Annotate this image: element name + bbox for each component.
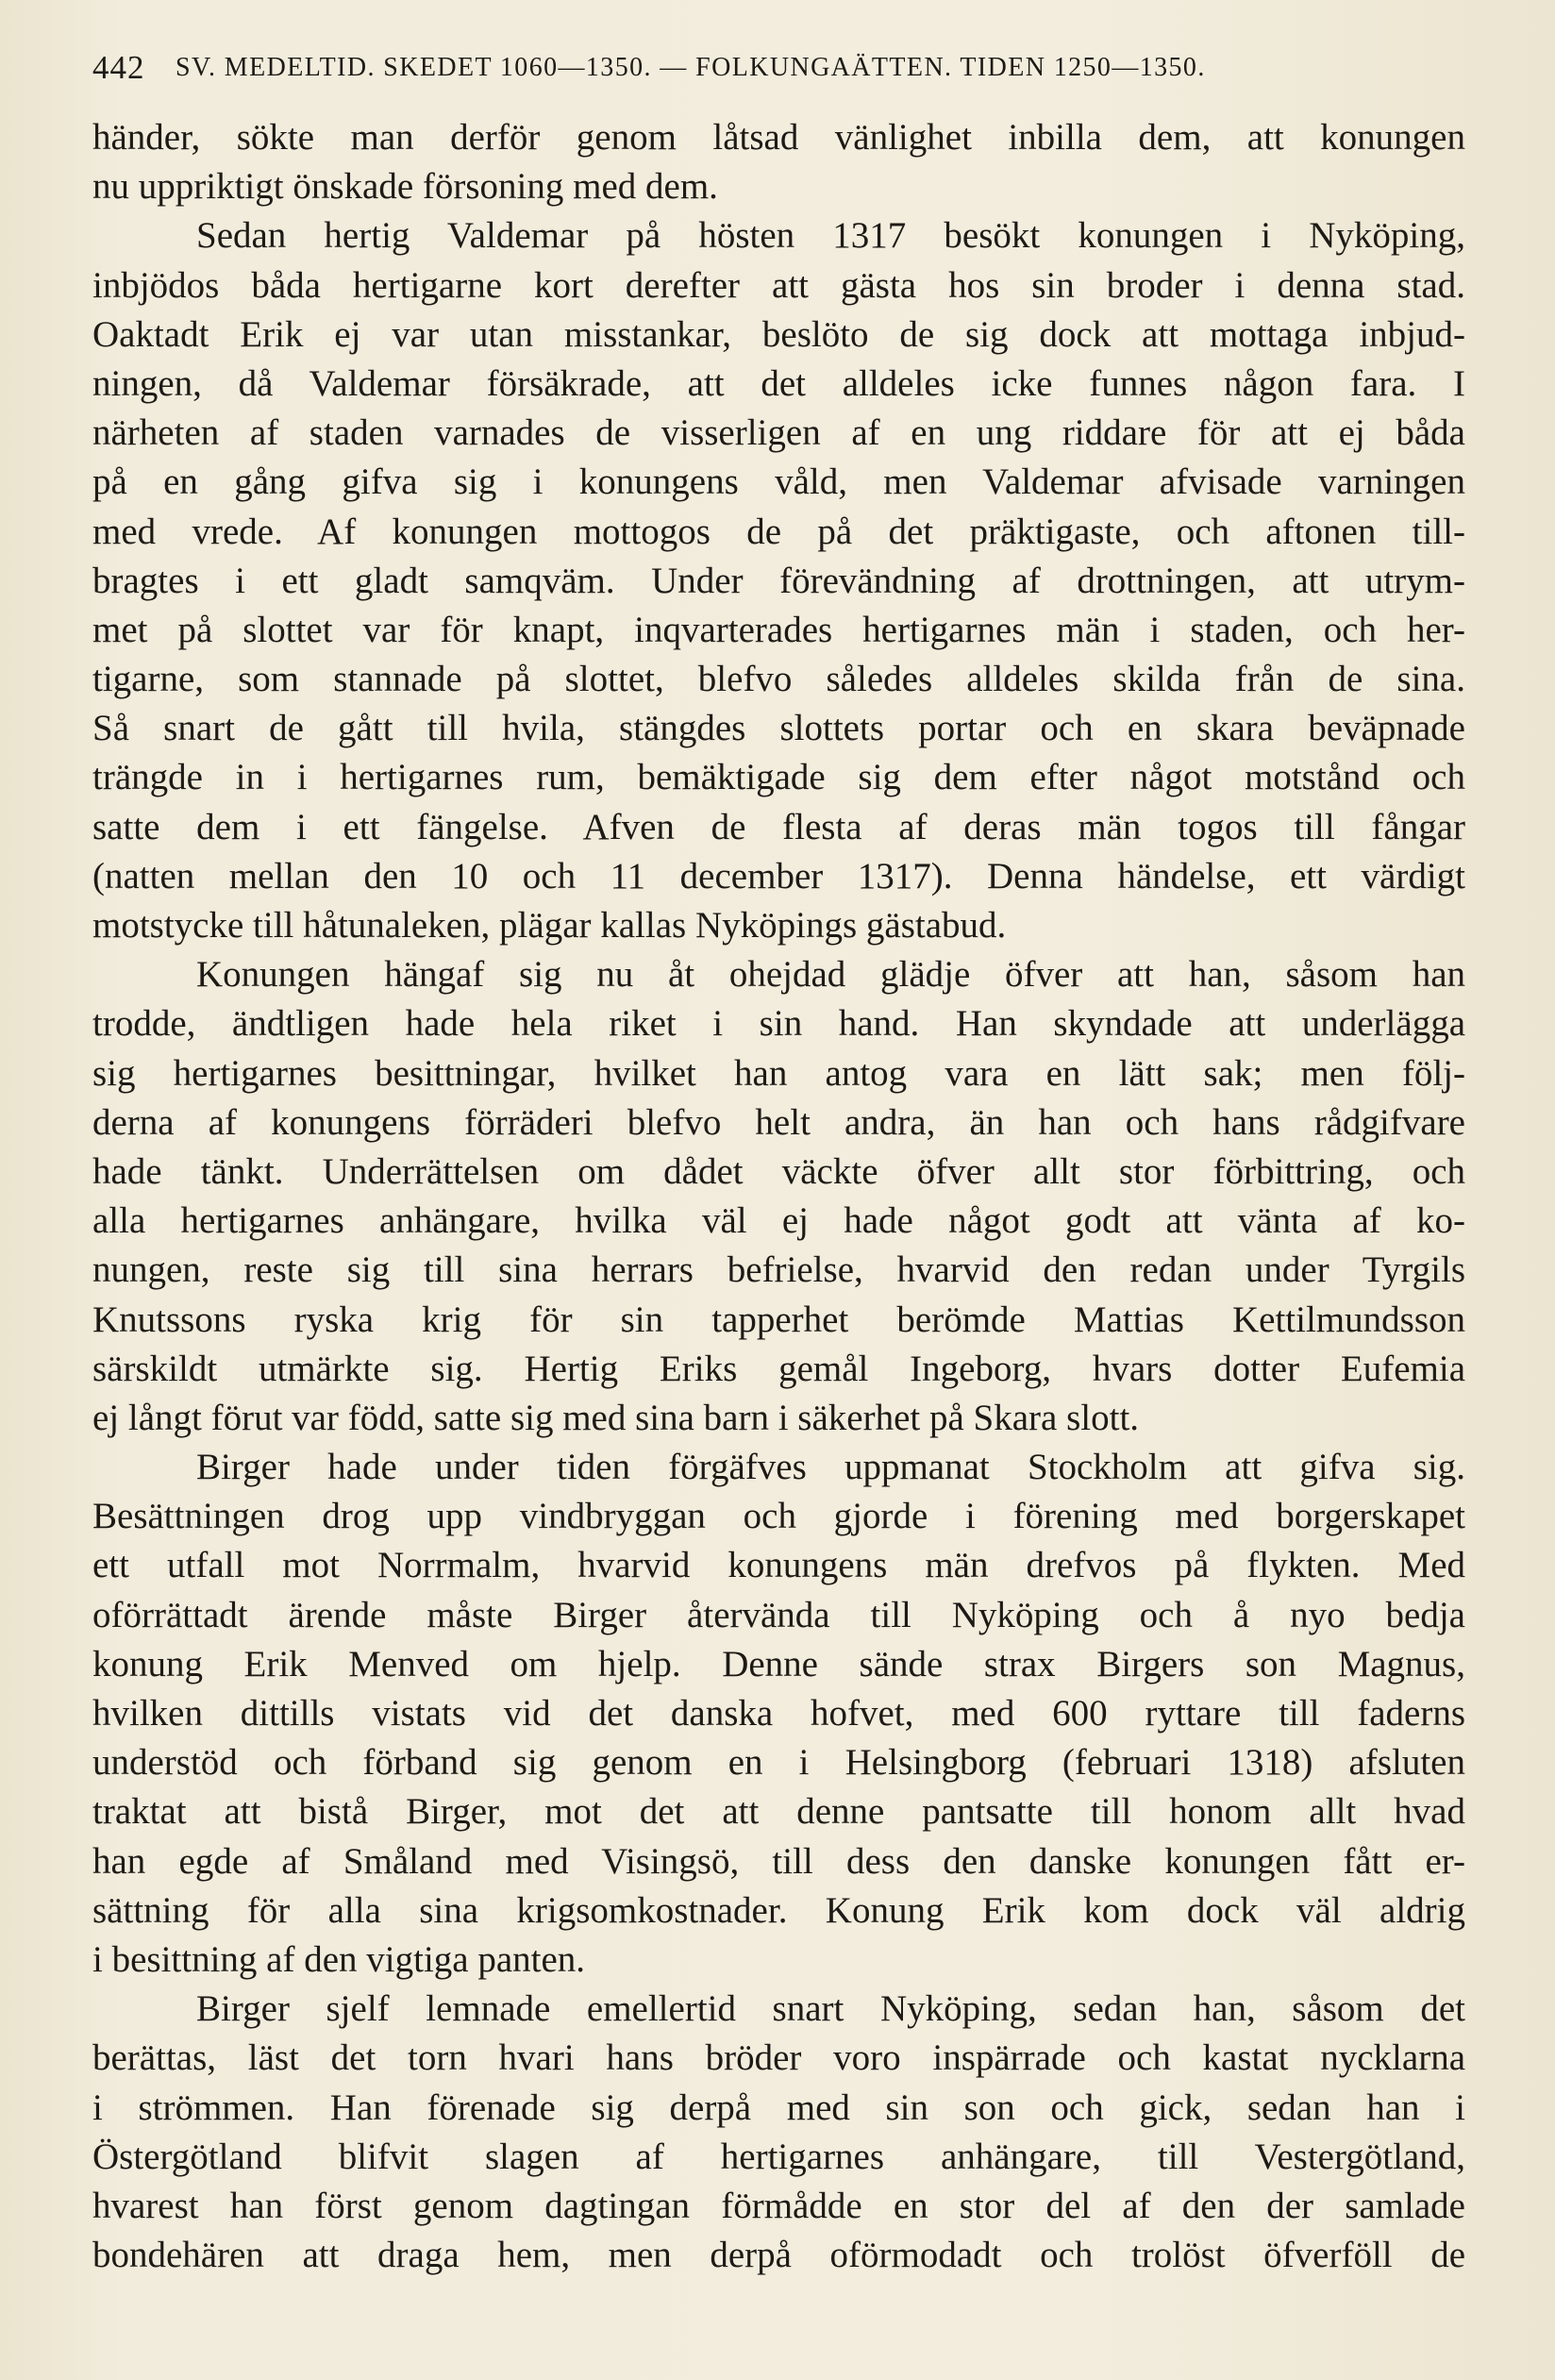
text-line: Så snart de gått till hvila, stängdes slottets portar och en skara beväpnade [92, 708, 1465, 749]
text-line: alla hertigarnes anhängare, hvilka väl ej hade något godt att vänta af ko- [92, 1200, 1465, 1242]
text-line: Sedan hertig Valdemar på hösten 1317 besökt konungen i Nyköping, [196, 215, 1465, 257]
text-line: nungen, reste sig till sina herrars befrielse, hvarvid den redan under Tyrgils [92, 1249, 1465, 1291]
text-line: (natten mellan den 10 och 11 december 1317). Denna händelse, ett värdigt [92, 855, 1465, 897]
text-line: sig hertigarnes besittningar, hvilket han antog vara en lätt sak; men följ- [92, 1052, 1465, 1094]
text-line: nu uppriktigt önskade försoning med dem. [92, 166, 718, 208]
text-line: satte dem i ett fängelse. Afven de flesta af deras män togos till fångar [92, 806, 1465, 847]
text-line: trängde in i hertigarnes rum, bemäktigade sig dem efter något motstånd och [92, 757, 1465, 798]
text-line: Birger hade under tiden förgäfves uppmanat Stockholm att gifva sig. [196, 1447, 1465, 1488]
text-line: berättas, läst det torn hvari hans bröder voro inspärrade och kastat nycklarna [92, 2037, 1465, 2079]
text-line: hade tänkt. Underrättelsen om dådet väckte öfver allt stor förbittring, och [92, 1150, 1465, 1192]
text-line: understöd och förband sig genom en i Helsingborg (februari 1318) afsluten [92, 1742, 1465, 1784]
text-line: ej långt förut var född, satte sig med sina barn i säkerhet på Skara slott. [92, 1397, 1140, 1438]
text-line: derna af konungens förräderi blefvo helt andra, än han och hans rådgifvare [92, 1101, 1465, 1143]
text-line: hvilken dittills vistats vid det danska hofvet, med 600 ryttare till faderns [92, 1693, 1465, 1734]
text-line: ningen, då Valdemar försäkrade, att det alldeles icke funnes någon fara. I [92, 362, 1465, 404]
text-line: med vrede. Af konungen mottogos de på det präktigaste, och aftonen till- [92, 511, 1465, 552]
text-line: met på slottet var för knapt, inqvarterades hertigarnes män i staden, och her- [92, 609, 1465, 650]
text-line: bondehären att draga hem, men derpå oförmodadt och trolöst öfverföll de [92, 2235, 1465, 2276]
text-line: närheten af staden varnades de visserligen af en ung riddare för att ej båda [92, 412, 1465, 454]
text-line: bragtes i ett gladt samqväm. Under förevändning af drottningen, att utrym- [92, 560, 1465, 601]
body-text [92, 113, 1465, 2280]
text-line: inbjödos båda hertigarne kort derefter att gästa hos sin broder i denna stad. [92, 264, 1465, 306]
text-line: hvarest han först genom dagtingan förmådde en stor del af den der samlade [92, 2185, 1465, 2226]
text-line: konung Erik Menved om hjelp. Denne sände strax Birgers son Magnus, [92, 1643, 1465, 1684]
page-number: 442 [92, 49, 145, 86]
text-line: sättning för alla sina krigsomkostnader. Konung Erik kom dock väl aldrig [92, 1889, 1465, 1931]
text-line: Östergötland blifvit slagen af hertigarnes anhängare, till Vestergötland, [92, 2136, 1465, 2177]
text-line: särskildt utmärkte sig. Hertig Eriks gemål Ingeborg, hvars dotter Eufemia [92, 1348, 1465, 1389]
running-head: SV. MEDELTID. SKEDET 1060—1350. — FOLKUNGAÄTTEN. TIDEN 1250—1350. [176, 53, 1206, 82]
text-line: på en gång gifva sig i konungens våld, men Valdemar afvisade varningen [92, 461, 1465, 503]
text-line: motstycke till håtunaleken, plägar kallas Nyköpings gästabud. [92, 905, 1007, 946]
text-line: Konungen hängaf sig nu åt ohejdad glädje öfver att han, såsom han [196, 954, 1465, 996]
text-line: tigarne, som stannade på slottet, blefvo således alldeles skilda från de sina. [92, 659, 1465, 700]
text-line: Birger sjelf lemnade emellertid snart Nyköping, sedan han, såsom det [196, 1988, 1465, 2030]
text-line: trodde, ändtligen hade hela riket i sin hand. Han skyndade att underlägga [92, 1003, 1465, 1045]
text-line: Knutssons ryska krig för sin tapperhet berömde Mattias Kettilmundsson [92, 1299, 1465, 1340]
text-line: ett utfall mot Norrmalm, hvarvid konungens män drefvos på flykten. Med [92, 1545, 1465, 1586]
text-line: traktat att bistå Birger, mot det att denne pantsatte till honom allt hvad [92, 1791, 1465, 1833]
text-line: händer, sökte man derför genom låtsad vänlighet inbilla dem, att konungen [92, 117, 1465, 158]
text-line: han egde af Småland med Visingsö, till dess den danske konungen fått er- [92, 1840, 1465, 1882]
text-line: Oaktadt Erik ej var utan misstankar, beslöto de sig dock att mottaga inbjud- [92, 313, 1465, 355]
page-header [92, 49, 1470, 91]
text-line: i strömmen. Han förenade sig derpå med sin son och gick, sedan han i [92, 2087, 1465, 2128]
text-line: i besittning af den vigtiga panten. [92, 1938, 586, 1980]
text-line: oförrättadt ärende måste Birger återvända till Nyköping och å nyo bedja [92, 1594, 1465, 1635]
text-line: Besättningen drog upp vindbryggan och gjorde i förening med borgerskapet [92, 1496, 1465, 1537]
